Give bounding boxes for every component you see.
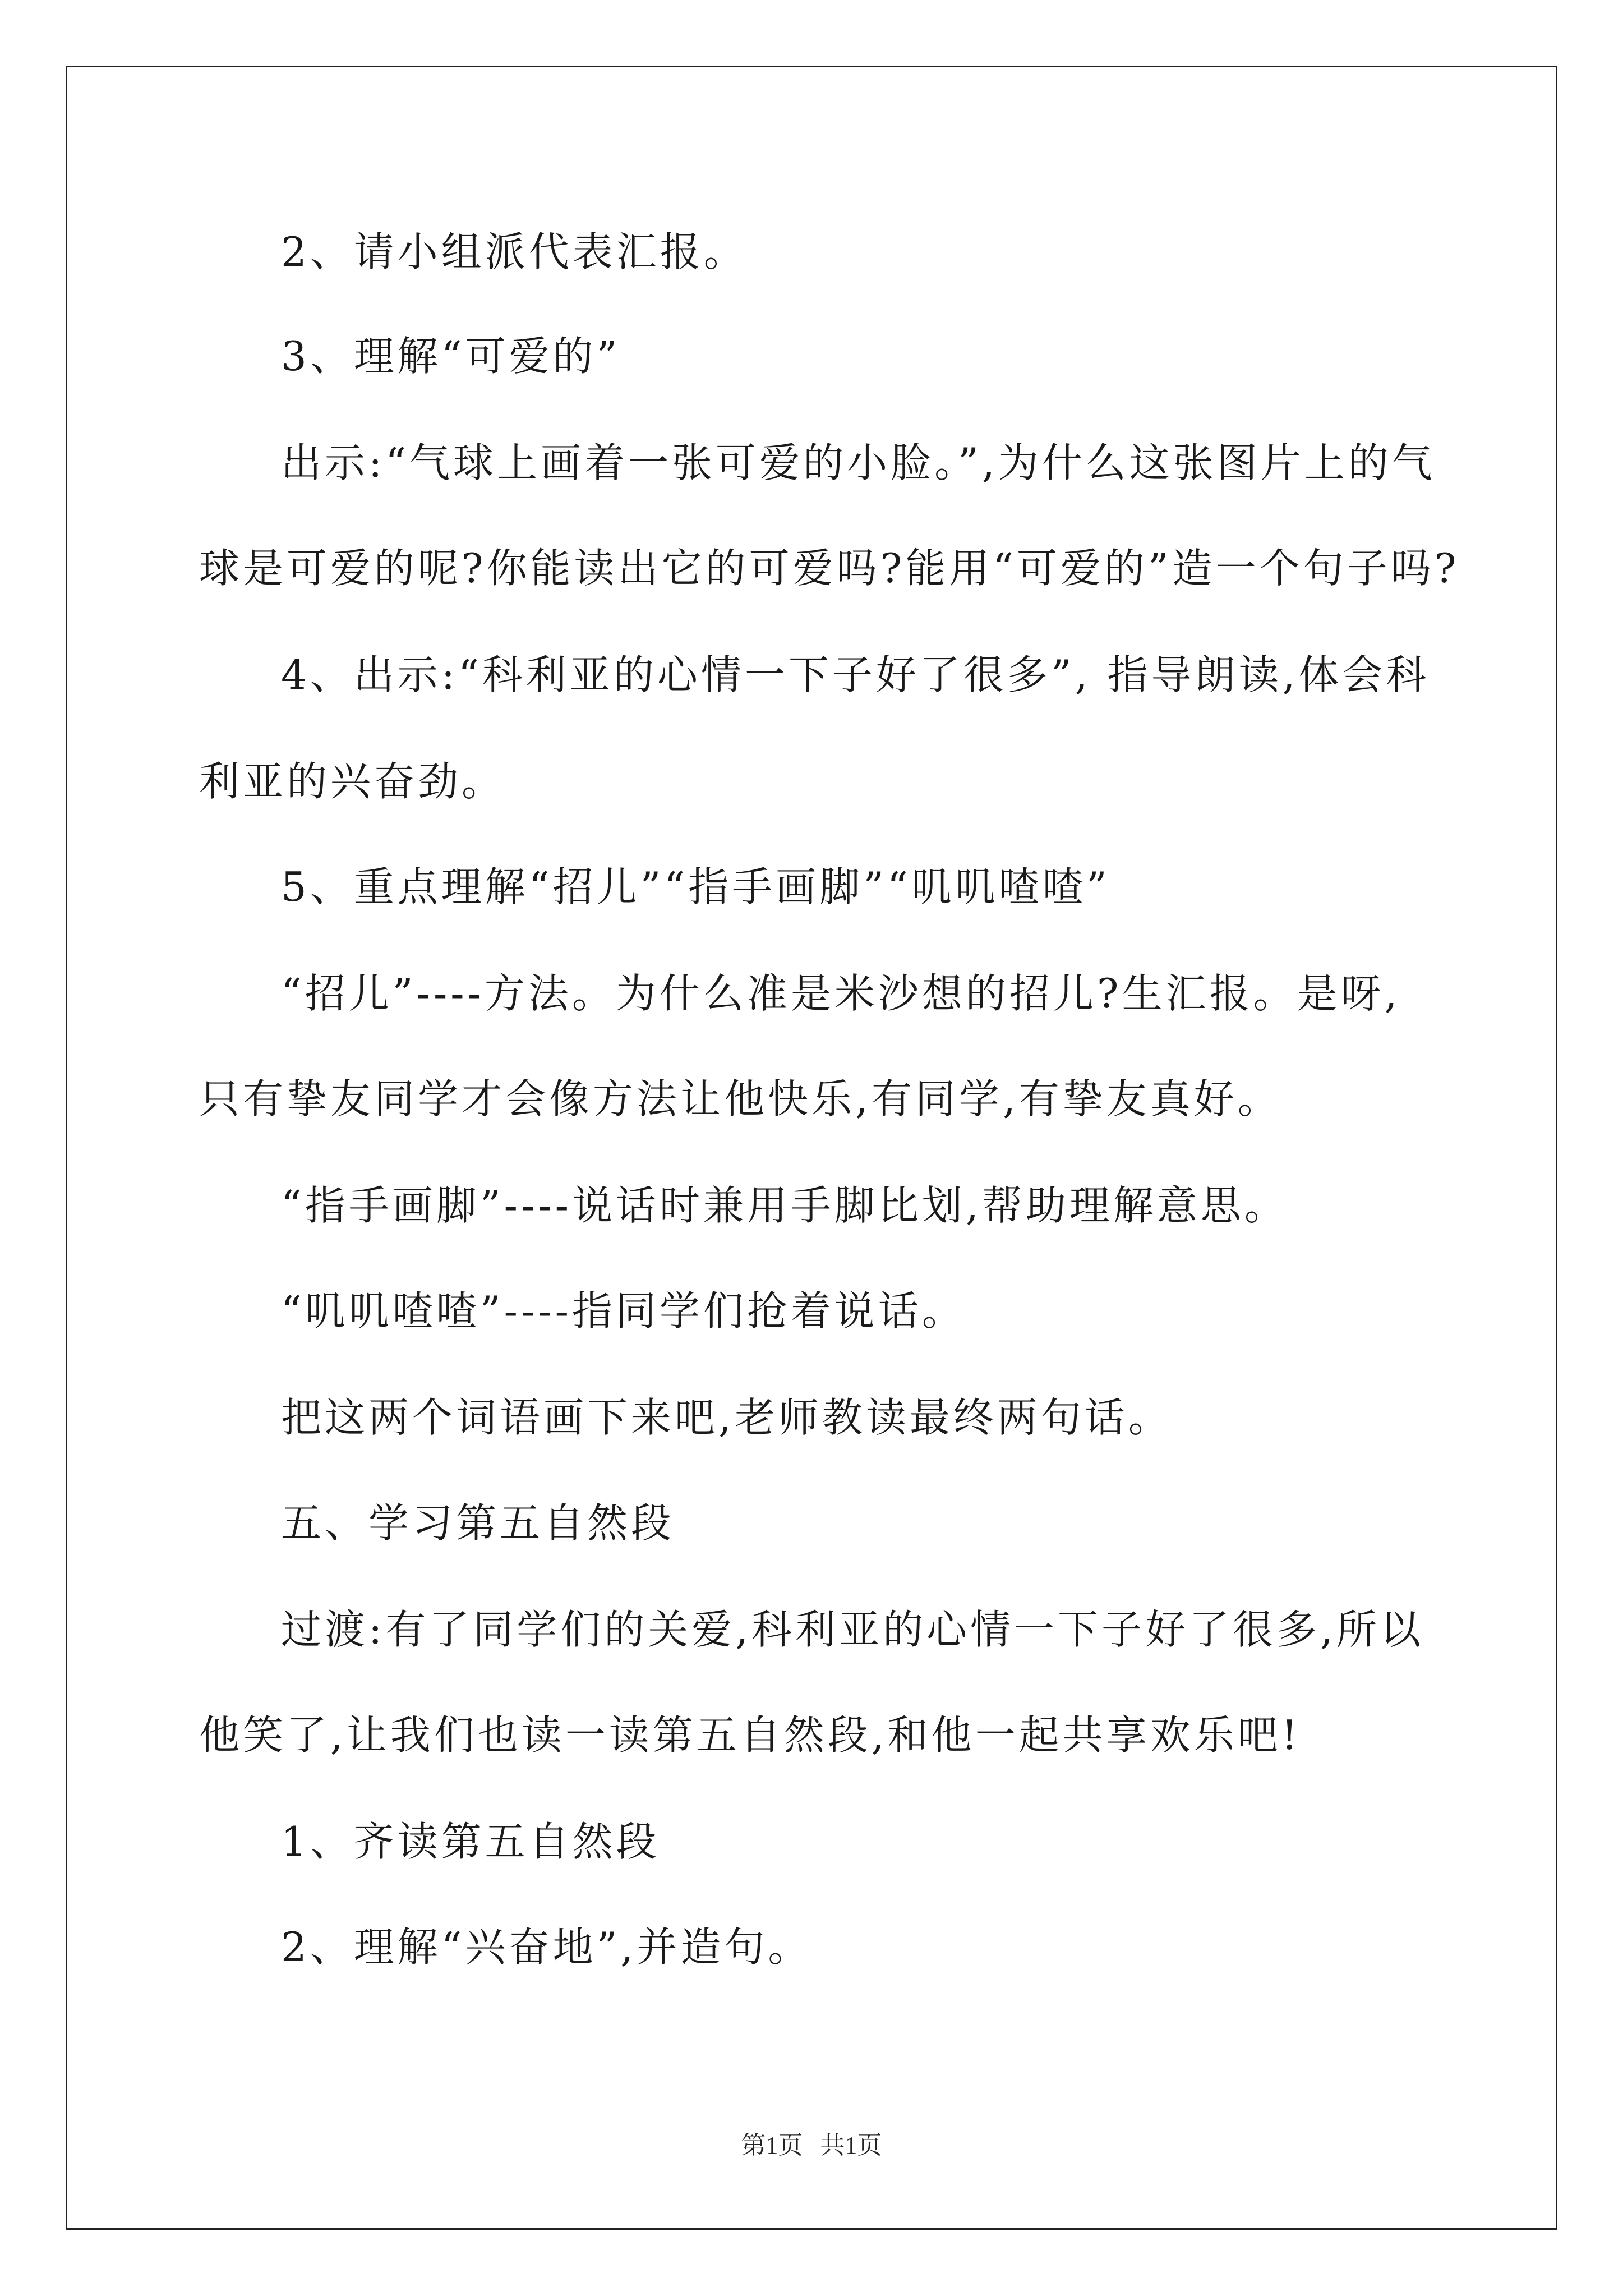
paragraph-line: “指手画脚”----说话时兼用手脚比划,帮助理解意思。 (281, 1182, 1288, 1229)
paragraph-line: 5、重点理解“招儿”“指手画脚”“叽叽喳喳” (281, 863, 1110, 910)
paragraph-line: 他笑了,让我们也读一读第五自然段,和他一起共享欢乐吧! (199, 1711, 1301, 1759)
page-border (66, 66, 1557, 2230)
paragraph-line: 3、理解“可爱的” (281, 333, 621, 380)
paragraph-line: 1、齐读第五自然段 (281, 1818, 660, 1865)
paragraph-line: “招儿”----方法。为什么准是米沙想的招儿?生汇报。是呀, (281, 970, 1401, 1017)
paragraph-line: 2、请小组派代表汇报。 (281, 228, 748, 275)
paragraph-line: 出示:“气球上画着一张可爱的小脸。”,为什么这张图片上的气 (281, 439, 1436, 486)
paragraph-line: 把这两个词语画下来吧,老师教读最终两句话。 (281, 1394, 1172, 1441)
paragraph-line: 过渡:有了同学们的关爱,科利亚的心情一下子好了很多,所以 (281, 1606, 1424, 1653)
page-number: 第1页 (741, 2132, 803, 2159)
paragraph-line: 只有挚友同学才会像方法让他快乐,有同学,有挚友真好。 (199, 1075, 1281, 1122)
page-total: 共1页 (820, 2132, 882, 2159)
paragraph-line: 4、出示:“科利亚的心情一下子好了很多”, 指导朗读,体会科 (281, 651, 1430, 698)
paragraph-line: 利亚的兴奋劲。 (199, 758, 506, 805)
section-heading: 五、学习第五自然段 (281, 1499, 675, 1547)
paragraph-line: 球是可爱的呢?你能读出它的可爱吗?能用“可爱的”造一个句子吗? (199, 545, 1460, 592)
paragraph-line: “叽叽喳喳”----指同学们抢着说话。 (281, 1287, 966, 1335)
page-footer (0, 2129, 1623, 2162)
paragraph-line: 2、理解“兴奋地”,并造句。 (281, 1924, 812, 1971)
